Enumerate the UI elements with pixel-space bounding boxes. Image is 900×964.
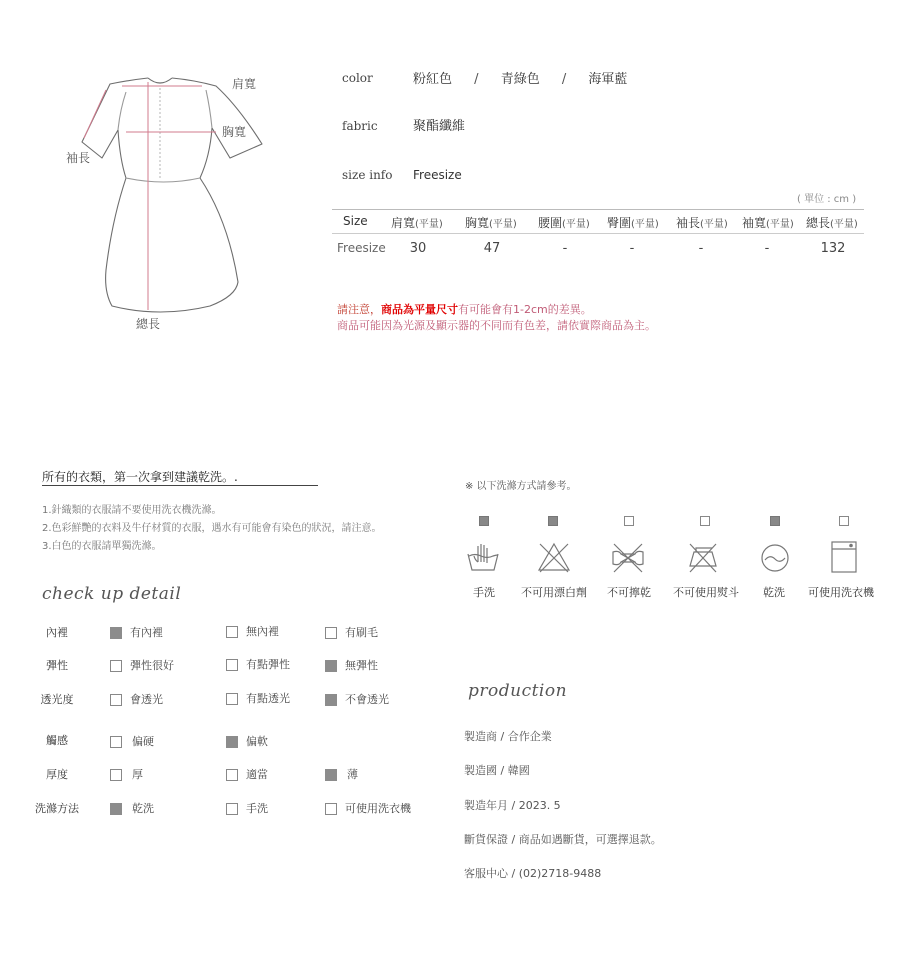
check-row-key: 透光度	[40, 693, 74, 706]
header-hip: 臀圍(平量)	[607, 216, 659, 230]
total-length-label: 總長	[136, 317, 161, 331]
checkbox	[226, 769, 238, 781]
check-option: 薄	[325, 766, 358, 782]
checkbox	[226, 659, 238, 671]
fabric-value: 聚酯纖維	[413, 119, 466, 134]
wash-checkbox-checked	[770, 516, 780, 526]
dry-clean-icon	[758, 540, 792, 574]
wash-checkbox-checked	[479, 516, 489, 526]
care-title: 所有的衣類，第一次拿到建議乾洗。.	[42, 470, 238, 484]
checkbox-checked	[325, 769, 337, 781]
table-top-border	[332, 209, 864, 210]
production-line: 客服中心 / (02)2718-9488	[464, 867, 602, 880]
size-info-value: Freesize	[413, 168, 462, 182]
production-line: 製造商 / 合作企業	[464, 730, 552, 743]
wash-checkbox	[839, 516, 849, 526]
production-title: production	[468, 681, 568, 701]
hand-wash-icon	[466, 540, 500, 574]
check-option: 有刷毛	[325, 624, 378, 640]
header-total-length: 總長(平量)	[806, 216, 858, 230]
check-option: 偏軟	[226, 733, 268, 749]
checkbox-checked	[226, 736, 238, 748]
check-option: 不會透光	[325, 691, 389, 707]
table-cell: 30	[409, 241, 427, 256]
check-option: 彈性很好	[110, 657, 174, 673]
no-bleach-icon	[537, 540, 571, 574]
no-wring-icon	[611, 540, 645, 574]
checkbox	[325, 803, 337, 815]
washing-machine-icon	[828, 540, 862, 574]
checkbox	[110, 694, 122, 706]
table-cell: 47	[483, 241, 501, 256]
color-option-green: 青綠色	[500, 72, 540, 87]
check-option: 有內裡	[110, 624, 163, 640]
header-sleeve-width: 袖寬(平量)	[742, 216, 794, 230]
table-cell: Freesize	[337, 241, 386, 255]
wash-label: 不可使用熨斗	[673, 586, 739, 599]
color-option-navy: 海軍藍	[588, 72, 628, 87]
separator: /	[474, 72, 479, 87]
header-waist: 腰圍(平量)	[538, 216, 590, 230]
note-text: 請注意，	[337, 303, 381, 316]
check-option: 無內裡	[226, 623, 279, 639]
header-sleeve: 袖長(平量)	[676, 216, 728, 230]
checkbox	[226, 626, 238, 638]
table-cell: 132	[820, 241, 846, 256]
care-item: 1.針織類的衣服請不要使用洗衣機洗滌。	[42, 505, 222, 516]
table-header-border	[332, 233, 864, 234]
checkbox	[226, 803, 238, 815]
check-option: 手洗	[226, 800, 268, 816]
care-title-underline	[42, 485, 318, 486]
check-option: 有點彈性	[226, 656, 290, 672]
production-line: 製造國 / 韓國	[464, 764, 530, 777]
care-list	[42, 502, 382, 556]
production-line: 製造年月 / 2023. 5	[464, 799, 561, 812]
checkbox	[226, 693, 238, 705]
check-up-title: check up detail	[42, 584, 182, 604]
fabric-key: fabric	[342, 119, 378, 133]
wash-checkbox-checked	[548, 516, 558, 526]
color-key: color	[342, 71, 373, 85]
wash-label: 乾洗	[763, 586, 785, 599]
check-row-key: 內裡	[46, 626, 68, 639]
production-line: 斷貨保證 / 商品如遇斷貨，可選擇退款。	[464, 833, 662, 846]
checkbox	[110, 660, 122, 672]
care-item: 3.白色的衣服請單獨洗滌。	[42, 541, 162, 552]
wash-label: 可使用洗衣機	[808, 586, 874, 599]
note-line-2: 商品可能因為光源及顯示器的不同而有色差，請依實際商品為主。	[337, 319, 656, 332]
table-cell: -	[562, 241, 568, 256]
table-cell: -	[629, 241, 635, 256]
checkbox-checked	[325, 694, 337, 706]
check-option: 乾洗	[110, 800, 154, 816]
wash-checkbox	[700, 516, 710, 526]
no-iron-icon	[686, 540, 720, 574]
sleeve-label: 袖長	[66, 151, 91, 165]
check-row-key: 觸感	[46, 734, 68, 747]
check-option: 無彈性	[325, 657, 378, 673]
checkbox-checked	[110, 803, 122, 815]
table-cell: -	[764, 241, 770, 256]
header-shoulder: 肩寬(平量)	[391, 216, 443, 230]
care-item: 2.色彩鮮艷的衣料及牛仔材質的衣服，遇水有可能會有染色的狀況，請注意。	[42, 523, 382, 534]
header-chest: 胸寬(平量)	[465, 216, 517, 230]
checkbox-checked	[325, 660, 337, 672]
check-option: 厚	[110, 766, 143, 782]
check-row-key: 洗滌方法	[35, 802, 79, 815]
size-info-key: size info	[342, 168, 393, 182]
check-option: 偏硬	[110, 733, 154, 749]
header-size: Size	[343, 214, 368, 228]
checkbox-checked	[110, 627, 122, 639]
note-emphasis: 商品為平量尺寸	[381, 303, 458, 316]
wash-label: 不可擰乾	[607, 586, 651, 599]
shoulder-label: 肩寬	[232, 77, 257, 91]
note-line-1	[337, 301, 592, 317]
check-option: 有點透光	[226, 690, 290, 706]
wash-checkbox	[624, 516, 634, 526]
table-cell: -	[698, 241, 704, 256]
washing-note: ※ 以下洗滌方式請參考。	[465, 481, 577, 492]
check-option: 可使用洗衣機	[325, 800, 411, 816]
check-option: 適當	[226, 766, 268, 782]
color-option-pink: 粉紅色	[413, 72, 453, 87]
separator: /	[561, 72, 567, 87]
color-options	[413, 68, 627, 87]
dress-measurement-diagram	[60, 70, 280, 340]
check-row-key: 彈性	[46, 659, 68, 672]
check-row-key: 厚度	[46, 768, 68, 781]
checkbox	[325, 627, 337, 639]
note-text: 有可能會有1-2cm的差異。	[458, 303, 592, 316]
checkbox	[110, 769, 122, 781]
wash-label: 不可用漂白劑	[521, 586, 587, 599]
check-option: 會透光	[110, 691, 163, 707]
chest-label: 胸寬	[222, 125, 247, 139]
wash-label: 手洗	[473, 586, 495, 599]
checkbox	[110, 736, 122, 748]
unit-note: ( 單位 : cm )	[797, 194, 857, 205]
